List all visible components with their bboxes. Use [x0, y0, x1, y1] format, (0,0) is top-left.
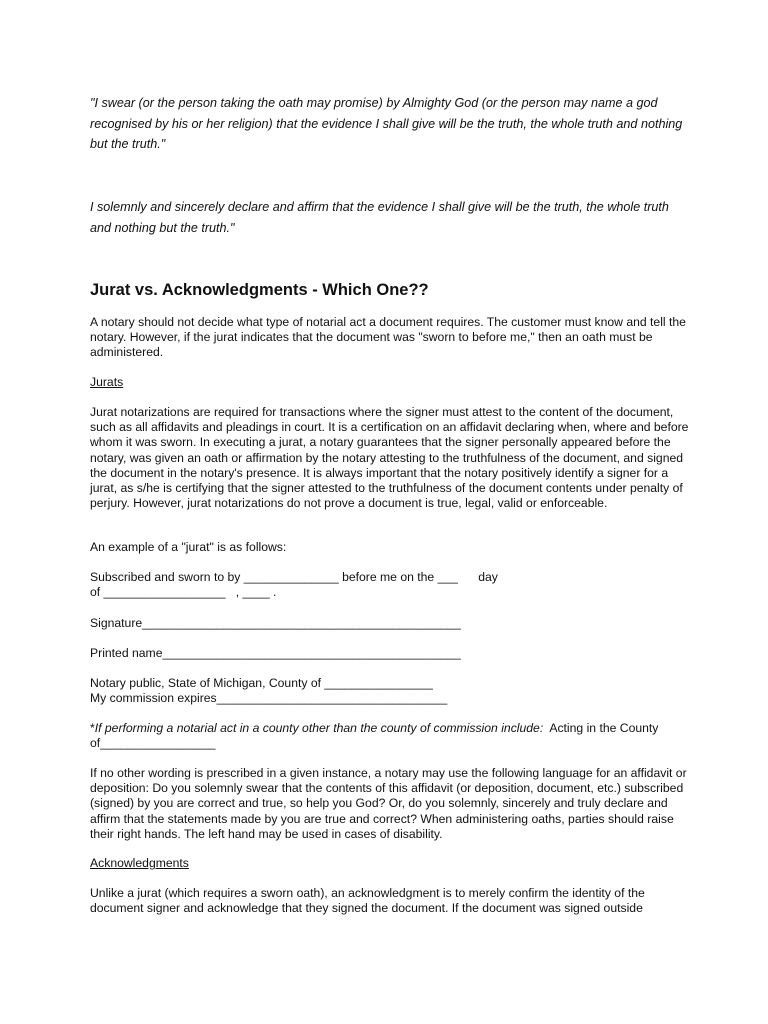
signature-line: Signature_______________________________________________	[90, 616, 461, 630]
notary-block	[90, 676, 690, 706]
of-line: of __________________ , ____ .	[90, 585, 277, 600]
section-heading: Jurat vs. Acknowledgments - Which One??	[90, 281, 429, 299]
subscribed-line: Subscribed and sworn to by ______________ before me on the ___ day	[90, 570, 498, 584]
jurat-example-dates	[90, 570, 690, 600]
notary-public-line: Notary public, State of Michigan, County of ________________	[90, 676, 433, 690]
example-intro: An example of a "jurat" is as follows:	[90, 540, 287, 554]
jurats-heading: Jurats	[90, 375, 124, 389]
printed-name-line: Printed name____________________________________________	[90, 646, 461, 660]
affirmation-quote: I solemnly and sincerely declare and affirm that the evidence I shall give will be the truth, the whole truth and nothing but the truth."	[90, 200, 669, 235]
county-note-plain: Acting in the County of_________________	[90, 721, 662, 751]
acknowledgments-paragraph: Unlike a jurat (which requires a sworn oath), an acknowledgment is to merely confirm the identity of the document signer and acknowledge that they signed the document. If the document was signed outside	[90, 886, 645, 916]
county-note	[90, 721, 690, 751]
wording-paragraph: If no other wording is prescribed in a given instance, a notary may use the following language for an affidavit or deposition: Do you solemnly swear that the contents of this affidavit (or deposition, document, etc.) subscribed (signed) by you are correct and true, so help you God? Or, do you solemnly, sincerely and truly declare and affirm that the statements made by you are true and correct? When administering oaths, parties should raise their right hands. The left hand may be used in cases of disability.	[90, 766, 687, 841]
county-note-italic: If performing a notarial act in a county other than the county of commission include:	[94, 721, 544, 735]
oath-quote: "I swear (or the person taking the oath may promise) by Almighty God (or the person may name a god recognised by his or her religion) that the evidence I shall give will be the truth, the whole truth and nothing but the truth."	[90, 96, 683, 151]
jurats-paragraph: Jurat notarizations are required for transactions where the signer must attest to the content of the document, such as all affidavits and pleadings in court. It is a certification on an affidavit declaring when, where and before whom it was sworn. In executing a jurat, a notary guarantees that the signer personally appeared before the notary, was given an oath or affirmation by the notary attesting to the truthfulness of the document, and signed the document in the notary's presence. It is always important that the notary positively identify a signer for a jurat, as s/he is certifying that the signer attested to the truthfulness of the document contents under penalty of perjury. However, jurat notarizations do not prove a document is true, legal, valid or enforceable.	[90, 405, 689, 511]
intro-paragraph: A notary should not decide what type of notarial act a document requires. The customer must know and tell the notary. However, if the jurat indicates that the document was "sworn to before me," then an oath must be administered.	[90, 315, 686, 360]
acknowledgments-heading: Acknowledgments	[90, 856, 189, 870]
county-note-asterisk: *	[90, 721, 95, 735]
commission-line: My commission expires__________________________________	[90, 691, 448, 706]
